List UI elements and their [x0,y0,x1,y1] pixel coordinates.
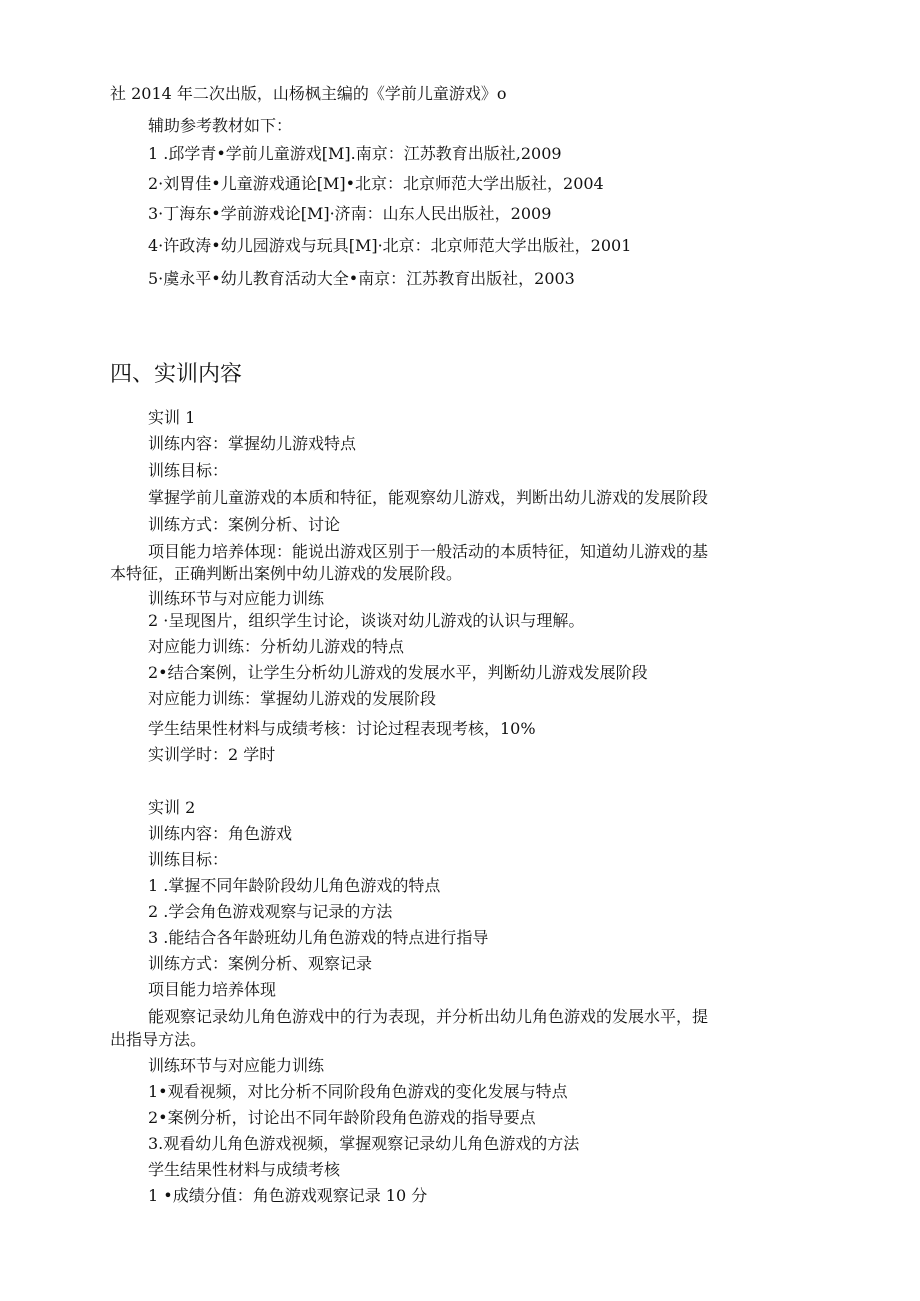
reference-item: 5·虞永平•幼儿教育活动大全•南京：江苏教育出版社，2003 [148,269,575,288]
step-item: 1•观看视频，对比分析不同阶段角色游戏的变化发展与特点 [148,1082,568,1101]
assessment: 学生结果性材料与成绩考核：讨论过程表现考核，10% [148,719,536,738]
score-item: 1 •成绩分值：角色游戏观察记录 10 分 [148,1186,428,1205]
reference-item: 2·刘胃佳•儿童游戏通论[M]•北京：北京师范大学出版社，2004 [148,174,604,193]
step-ability: 对应能力训练：掌握幼儿游戏的发展阶段 [148,689,437,708]
training-method: 训练方式：案例分析、讨论 [148,515,341,534]
training-content: 训练内容：掌握幼儿游戏特点 [148,434,357,453]
step-ability: 对应能力训练：分析幼儿游戏的特点 [148,637,405,656]
step-item: 3.观看幼儿角色游戏视频，掌握观察记录幼儿角色游戏的方法 [148,1134,580,1153]
reference-title: 辅助参考教材如下： [148,116,293,135]
training-goal-label: 训练目标： [148,461,229,480]
training-goal: 掌握学前儿童游戏的本质和特征，能观察幼儿游戏，判断出幼儿游戏的发展阶段 [148,488,709,507]
ability-label: 项目能力培养体现 [148,980,277,999]
ability-text: 能观察记录幼儿角色游戏中的行为表现，并分析出幼儿角色游戏的发展水平，提 [148,1007,709,1026]
training-goal-label: 训练目标： [148,850,229,869]
reference-item: 3·丁海东•学前游戏论[M]·济南：山东人民出版社，2009 [148,204,552,223]
steps-label: 训练环节与对应能力训练 [148,589,325,608]
training-hours: 实训学时：2 学时 [148,745,276,764]
reference-item: 4·许政涛•幼儿园游戏与玩具[M]·北京：北京师范大学出版社，2001 [148,236,632,255]
ability-text-continued: 出指导方法。 [110,1030,207,1049]
ability-text-continued: 本特征，正确判断出案例中幼儿游戏的发展阶段。 [110,564,463,583]
steps-label: 训练环节与对应能力训练 [148,1056,325,1075]
training-title: 实训 1 [148,408,196,427]
step-item: 2 ·呈现图片，组织学生讨论，谈谈对幼儿游戏的认识与理解。 [148,611,585,630]
training-content: 训练内容：角色游戏 [148,824,293,843]
reference-item: 1 .邱学青•学前儿童游戏[M].南京：江苏教育出版社,2009 [148,144,562,163]
goal-item: 1 .掌握不同年龄阶段幼儿角色游戏的特点 [148,876,441,895]
training-method: 训练方式：案例分析、观察记录 [148,954,373,973]
assessment-label: 学生结果性材料与成绩考核 [148,1160,341,1179]
ability-text: 项目能力培养体现：能说出游戏区别于一般活动的本质特征，知道幼儿游戏的基 [148,542,709,561]
section-heading: 四、实训内容 [110,362,243,387]
intro-line: 社 2014 年二次出版，山杨枫主编的《学前儿童游戏》o [110,84,507,103]
step-item: 2•结合案例，让学生分析幼儿游戏的发展水平，判断幼儿游戏发展阶段 [148,663,648,682]
goal-item: 2 .学会角色游戏观察与记录的方法 [148,902,393,921]
step-item: 2•案例分析，讨论出不同年龄阶段角色游戏的指导要点 [148,1108,536,1127]
training-title: 实训 2 [148,798,196,817]
goal-item: 3 .能结合各年龄班幼儿角色游戏的特点进行指导 [148,928,489,947]
